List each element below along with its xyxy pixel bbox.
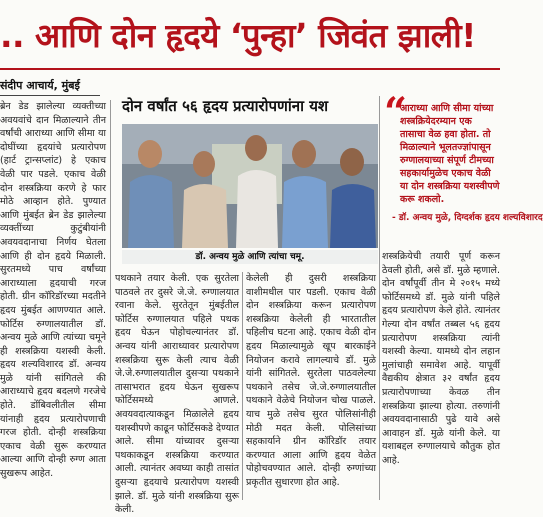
byline-divider: [0, 95, 100, 96]
column-divider: [242, 272, 243, 500]
headline-divider: [0, 68, 500, 70]
column-divider: [110, 100, 111, 500]
article-column-2: पथकाने तयार केली. एक सुरतेला पाठवले तर दुसरे जे.जे. रुग्णालयात रवाना केले. सुरतेतून मुंबईतील फोर्टिस रुग्णालयात पहिले पथक हृदय घेऊन पोहोचल्यानंतर डॉ. अन्वय यांनी आराध्यावर प्रत्यारोपण शस्त्रक्रिया सुरू केली त्याच वेळी जे.जे.रुग्णालयातील दुसऱ्या पथकाने तासाभरात हृदय घेऊन सुखरूप फोर्टिसमध्ये आणले. अवयवदात्याकडून मिळालेले हृदय यशस्वीपणे काढून फोर्टिसकडे देण्यात आले. सीमा यांच्यावर दुसऱ्या पथकाकडून शस्त्रक्रिया करण्यात आली. त्यानंतर अवघ्या काही तासांत दुसऱ्या हृदयाचे प्रत्यारोपण यशस्वी झाले. डॉ. मुळे यांनी शस्त्रक्रिया सुरू केली.: [115, 273, 239, 516]
team-photo: [122, 124, 378, 248]
subheadline: दोन वर्षांत ५६ हृदय प्रत्यारोपणांना यश: [122, 97, 329, 115]
column-divider: [379, 96, 380, 500]
team-photo-figures: [122, 124, 378, 248]
pull-quote-attribution: - डॉ. अन्वय मुळे, दिग्दर्शक हृदय शल्यविशारद: [392, 213, 543, 223]
article-column-1: ब्रेन डेड झालेल्या व्यक्तीच्या अवयवांचे दान मिळाल्याने तीन वर्षांची आराध्या आणि सीमा या दोघींच्या हृदयांचे प्रत्यारोपण (हार्ट ट्रान्सप्लांट) हे एकाच वेळी पार पडले. एकाच वेळी दोन शस्त्रक्रिया करणे हे फार मोठे आव्हान होते. पुण्यात आणि मुंबईत ब्रेन डेड झालेल्या व्यक्तींच्या कुटुंबीयांनी अवयवदानाचा निर्णय घेतला आणि ही दोन हृदये मिळाली. सुरतमध्ये पाच वर्षांच्या आराध्याला हृदयाची गरज होती. ग्रीन कॉरिडॉरच्या मदतीने हृदय मुंबईत आणण्यात आले. फोर्टिस रुग्णालयातील डॉ. अन्वय मुळे आणि त्यांच्या चमूने ही शस्त्रक्रिया यशस्वी केली. हृदय शल्यविशारद डॉ. अन्वय मुळे यांनी सांगितले की आराध्याचे हृदय बदलणे गरजेचे होते. डोंबिवलीतील सीमा यांनाही हृदय प्रत्यारोपणाची गरज होती. दोन्ही शस्त्रक्रिया एकाच वेळी सुरू करण्यात आल्या आणि दोन्ही रुग्ण आता सुखरूप आहेत.: [0, 101, 106, 480]
quote-mark-icon: “: [384, 89, 408, 136]
byline: संदीप आचार्य, मुंबई: [0, 79, 80, 92]
headline: .. आणि दोन हृदये ‘पुन्हा’ जिवंत झाली!: [0, 16, 476, 55]
article-column-3: केलेली ही दुसरी शस्त्रक्रिया वाशीमधील पार पडली. एकाच वेळी दोन शस्त्रक्रिया करून प्रत्यारोपण शस्त्रक्रिया केलेली ही भारतातील पहिलीच घटना आहे. एकाच वेळी दोन हृदय मिळाल्यामुळे खूप बारकाईने नियोजन करावे लागल्याचे डॉ. मुळे यांनी सांगितले. सुरतेला पाठवलेल्या पथकाने तसेच जे.जे.रुग्णालयातील पथकाने वेळेचे नियोजन चोख पाळले. याच मुळे तसेच सुरत पोलिसांनीही मोठी मदत केली. पोलिसांच्या सहकार्याने ग्रीन कॉरिडॉर तयार करण्यात आला आणि हृदय वेळेत पोहोचवण्यात आले. दोन्ही रुग्णांच्या प्रकृतीत सुधारणा होत आहे.: [246, 273, 376, 488]
article-column-4: शस्त्रक्रियेची तयारी पूर्ण करून ठेवली होती, असे डॉ. मुळे म्हणाले. दोन वर्षांपूर्वी तीन मे २०१५ मध्ये फोर्टिसमध्ये डॉ. मुळे यांनी पहिले हृदय प्रत्यारोपण केले होते. त्यानंतर गेल्या दोन वर्षांत तब्बल ५६ हृदय प्रत्यारोपण शस्त्रक्रिया त्यांनी यशस्वी केल्या. यामध्ये दोन लहान मुलांचाही समावेश आहे. यापूर्वी वैद्यकीय क्षेत्रात ३२ वर्षांत हृदय प्रत्यारोपणाच्या केवळ तीन शस्त्रक्रिया झाल्या होत्या. तरुणांनी अवयवदानासाठी पुढे यावे असे आवाहन डॉ. मुळे यांनी केले. या यशाबद्दल रुग्णालयाचे कौतुक होत आहे.: [382, 251, 500, 466]
photo-caption: डॉ. अन्वय मुळे आणि त्यांचा चमू.: [122, 250, 378, 264]
pull-quote: आराध्या आणि सीमा यांच्या शस्त्रक्रियेदरम्यान एक तासाचा वेळ हवा होता. तो मिळाल्याने भूलतज्ज्ञांपासून रुग्णालयाच्या संपूर्ण टीमच्या सहकार्यामुळेच एकाच वेळी या दोन शस्त्रक्रिया यशस्वीपणे करू शकलो.: [400, 103, 500, 205]
